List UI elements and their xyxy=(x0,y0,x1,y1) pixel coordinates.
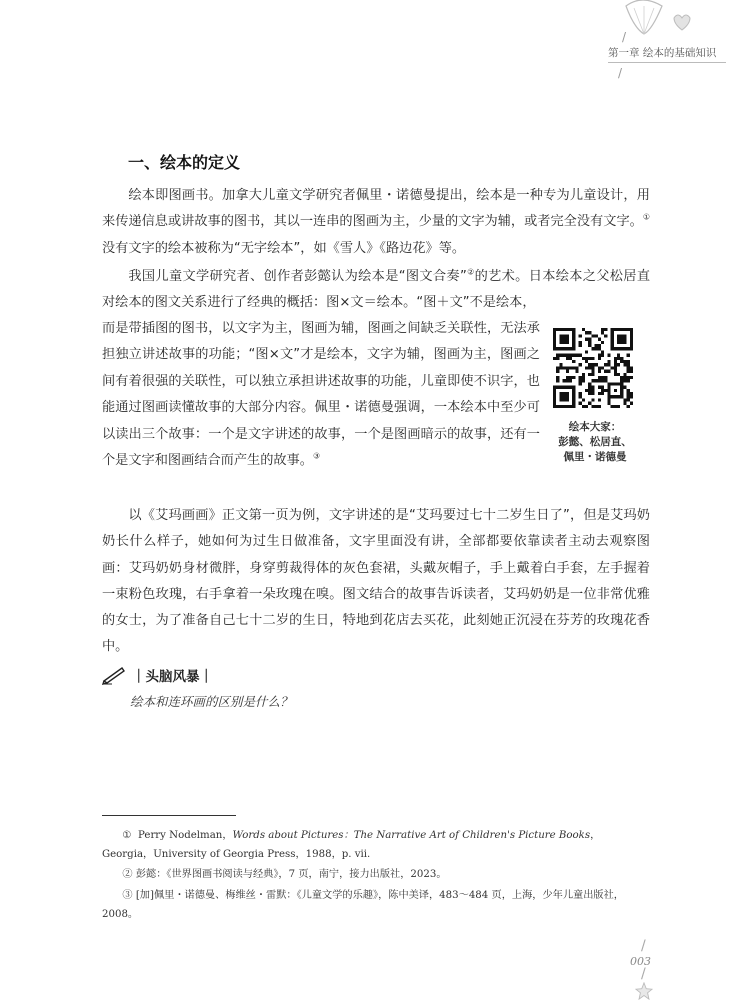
footnote-mark: ① xyxy=(122,830,132,841)
header-rule xyxy=(608,62,726,63)
footnote-2: ② 彭懿：《世界图画书阅读与经典》，7 页，南宁，接力出版社，2023。 xyxy=(122,869,447,880)
paragraph-image-text xyxy=(102,264,650,317)
page-slash-bottom: / xyxy=(641,966,646,982)
paragraph-text: 的艺术。日本绘本之父松居直对绘本的图文关系进行了经典的概括：图×文＝绘本。“图＋文”不是绘本， xyxy=(102,269,651,311)
footnote-text: ，Georgia，University of Georgia Press，1988，p. vii. xyxy=(102,830,601,860)
footnote-ref: ① xyxy=(642,212,650,222)
qr-caption-line: 佩里・诺德曼 xyxy=(563,451,627,463)
paragraph-example: 以《艾玛画画》正文第一页为例，文字讲述的是“艾玛要过七十二岁生日了”，但是艾玛奶奶长什么样子，她如何为过生日做准备，文字里面没有讲，全部都要依靠读者主动去观察图画：艾玛奶奶身材微胖，身穿剪裁得体的灰色套裙，头戴灰帽子，手上戴着白手套，左手握着一束粉色玫瑰，右手拿着一朵玫瑰在嗅。图文结合的故事告诉读者，艾玛奶奶是一位非常优雅的女士，为了准备自己七十二岁的生日，特地到花店去买花，此刻她正沉浸在芬芳的玫瑰花香中。 xyxy=(102,508,650,655)
section-title: 一、绘本的定义 xyxy=(128,153,241,172)
footnote-text: Perry Nodelman， xyxy=(138,830,233,841)
footnote-3: ③ [加]佩里・诺德曼、梅维丝・雷默：《儿童文学的乐趣》，陈中美译，483～484 页，上海，少年儿童出版社，2008。 xyxy=(102,890,624,920)
brainstorm-box xyxy=(102,663,213,687)
paragraph-text: 绘本即图画书。加拿大儿童文学研究者佩里・诺德曼提出，绘本是一种专为儿童设计，用来传递信息或讲故事的图书，其以一连串的图画为主，少量的文字为辅，或者完全没有文字。 xyxy=(102,188,650,230)
paragraph-definition xyxy=(102,183,650,262)
page-slash-top: / xyxy=(641,938,646,954)
footnote-1 xyxy=(102,826,648,864)
brainstorm-question: 绘本和连环画的区别是什么？ xyxy=(130,694,293,709)
footnote-ref: ② xyxy=(466,267,475,277)
brainstorm-label: ｜头脑风暴｜ xyxy=(132,669,213,685)
paragraph-text: 我国儿童文学研究者、创作者彭懿认为绘本是“图文合奏” xyxy=(128,269,467,284)
pencil-icon xyxy=(102,665,126,685)
qr-code[interactable] xyxy=(553,328,633,408)
qr-caption xyxy=(547,420,643,465)
paragraph-text: 没有文字的绘本被称为“无字绘本”，如《雪人》《路边花》等。 xyxy=(102,240,466,256)
paragraph-text: 而是带插图的图书，以文字为主，图画为辅，图画之间缺乏关联性，无法承担独立讲述故事的功能；“图×文”才是绘本，文字为辅，图画为主，图画之间有着很强的关联性，可以独立承担讲述故事的功能，儿童即使不识字，也能通过图画读懂故事的大部分内容。佩里・诺德曼强调，一本绘本中至少可以读出三个故事：一个是文字讲述的故事，一个是图画暗示的故事，还有一个是文字和图画结合而产生的故事。 xyxy=(102,321,540,469)
star-icon xyxy=(635,982,653,1000)
qr-caption-line: 绘本大家： xyxy=(568,421,622,433)
footnote-rule xyxy=(102,815,236,816)
header-slash-bottom: / xyxy=(618,66,623,80)
umbrella-heart-decoration xyxy=(622,0,694,40)
chapter-header: 第一章 绘本的基础知识 xyxy=(608,47,717,59)
header-slash-top: / xyxy=(622,30,627,44)
paragraph-image-text-continued xyxy=(102,316,540,474)
footnote-book-title: Words about Pictures：The Narrative Art of Children's Picture Books xyxy=(232,830,591,841)
footnote-ref: ③ xyxy=(313,451,321,461)
page-number: 003 xyxy=(630,955,651,968)
qr-caption-line: 彭懿、松居直、 xyxy=(558,436,632,448)
